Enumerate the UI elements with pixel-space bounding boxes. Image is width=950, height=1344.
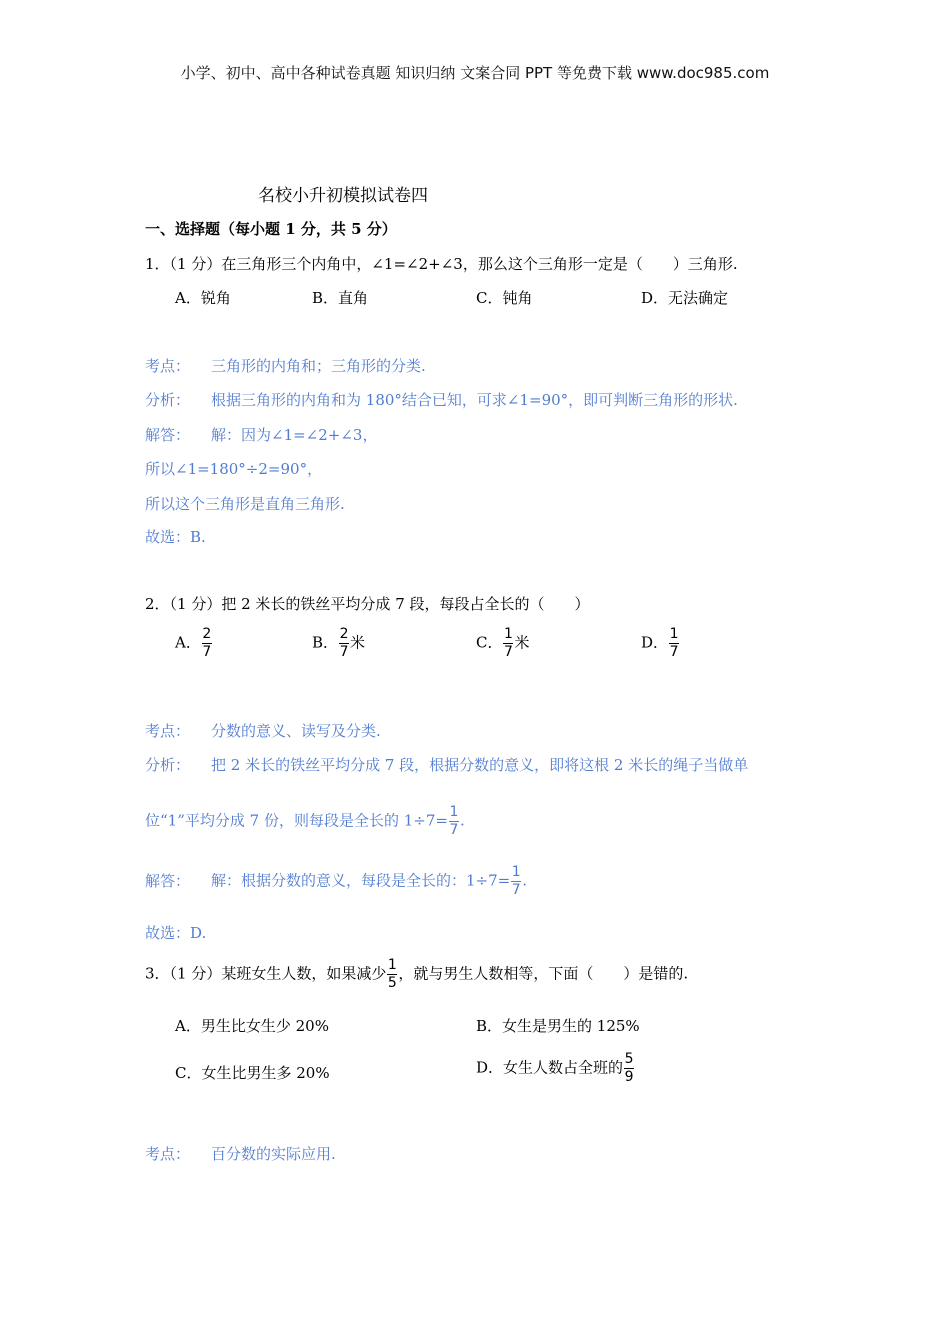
- denominator: 7: [504, 644, 513, 660]
- option-letter: D．: [641, 633, 669, 652]
- question-3-option-a: A．男生比女生少 20%: [175, 1017, 329, 1035]
- option-text: D．女生人数占全班的: [476, 1058, 624, 1077]
- denominator: 7: [511, 882, 521, 898]
- kaodian-label: 考点：: [145, 1145, 191, 1163]
- section-heading: 一、选择题（每小题 1 分，共 5 分）: [145, 220, 397, 238]
- question-2-option-a: [175, 627, 213, 660]
- question-2-stem: 2．（1 分）把 2 米长的铁丝平均分成 7 段，每段占全长的（ ）: [145, 595, 590, 613]
- period: .: [459, 811, 465, 830]
- question-3-option-c: C．女生比男生多 20%: [175, 1064, 330, 1082]
- jieda-label: 解答：: [145, 426, 191, 444]
- numerator: 1: [669, 626, 679, 642]
- question-3-kaodian: [145, 1143, 336, 1164]
- question-1-kaodian: [145, 355, 426, 376]
- fenxi-text-2: 位“1”平均分成 7 份，则每段是全长的 1÷7=: [145, 811, 448, 830]
- denominator: 7: [202, 644, 212, 660]
- question-1-stem: 1．（1 分）在三角形三个内角中，∠1=∠2+∠3，那么这个三角形一定是（ ）三角形.: [145, 255, 738, 273]
- question-1-option-d: D．无法确定: [641, 289, 729, 307]
- page-header: 小学、初中、高中各种试卷真题 知识归纳 文案合同 PPT 等免费下载 www.doc985.com: [180, 64, 770, 82]
- jieda-label: 解答：: [145, 871, 191, 890]
- question-2-option-d: [641, 627, 680, 660]
- question-1-fenxi: [145, 389, 738, 410]
- kaodian-label: 考点：: [145, 722, 191, 740]
- kaodian-label: 考点：: [145, 357, 191, 375]
- option-letter: C．: [476, 633, 503, 652]
- unit: 米: [514, 633, 530, 652]
- fraction: [503, 627, 513, 660]
- numerator: 2: [202, 626, 212, 642]
- fraction: [624, 1052, 634, 1085]
- question-1-option-c: C．钝角: [476, 289, 533, 307]
- question-1-jieda: [145, 424, 377, 445]
- denominator: 5: [387, 975, 397, 991]
- fraction: [339, 627, 349, 660]
- denominator: 7: [339, 644, 349, 660]
- option-letter: B．: [312, 633, 339, 652]
- question-2-fenxi-line-2: [145, 805, 465, 838]
- question-2-kaodian: [145, 720, 381, 741]
- denominator: 7: [449, 822, 459, 838]
- kaodian-text: 百分数的实际应用.: [211, 1145, 336, 1163]
- numerator: 5: [624, 1051, 634, 1067]
- question-3-option-b: B．女生是男生的 125%: [476, 1017, 640, 1035]
- kaodian-text: 分数的意义、读写及分类.: [211, 722, 381, 740]
- question-2-jieda: [145, 865, 527, 898]
- question-2-option-c: [476, 627, 530, 660]
- question-3-stem: [145, 958, 688, 991]
- question-3-option-d: [476, 1052, 635, 1085]
- fraction: [669, 627, 679, 660]
- question-1-answer: 故选：B.: [145, 528, 206, 546]
- numerator: 2: [339, 626, 349, 642]
- question-2-answer: 故选：D.: [145, 924, 207, 942]
- fenxi-text: 把 2 米长的铁丝平均分成 7 段，根据分数的意义，即将这根 2 米长的绳子当做单: [211, 756, 749, 774]
- question-1-option-a: A．锐角: [175, 289, 231, 307]
- denominator: 9: [624, 1069, 634, 1085]
- question-1-solution-line-2: 所以∠1=180°÷2=90°，: [145, 460, 323, 478]
- fenxi-label: 分析：: [145, 756, 191, 774]
- stem-text-2: ，就与男生人数相等，下面（ ）是错的.: [398, 964, 689, 983]
- fenxi-text: 根据三角形的内角和为 180°结合已知，可求∠1=90°，即可判断三角形的形状.: [211, 391, 738, 409]
- kaodian-text: 三角形的内角和；三角形的分类.: [211, 357, 426, 375]
- fraction: [202, 627, 212, 660]
- numerator: 1: [449, 804, 459, 820]
- jieda-text: 解：根据分数的意义，每段是全长的：1÷7=: [211, 871, 511, 890]
- fraction: [511, 865, 521, 898]
- fenxi-label: 分析：: [145, 391, 191, 409]
- denominator: 7: [669, 644, 679, 660]
- question-1-option-b: B．直角: [312, 289, 369, 307]
- exam-title: 名校小升初模拟试卷四: [258, 186, 428, 206]
- numerator: 1: [504, 626, 513, 642]
- option-letter: A．: [175, 633, 201, 652]
- numerator: 1: [511, 864, 521, 880]
- stem-text: 3．（1 分）某班女生人数，如果减少: [145, 964, 387, 983]
- fraction: [387, 958, 397, 991]
- question-1-solution-line-3: 所以这个三角形是直角三角形.: [145, 495, 345, 513]
- jieda-text: 解：因为∠1=∠2+∠3，: [211, 426, 378, 444]
- question-2-option-b: [312, 627, 365, 660]
- unit: 米: [350, 633, 366, 652]
- fraction: [449, 805, 459, 838]
- numerator: 1: [387, 957, 397, 973]
- period: .: [522, 871, 528, 890]
- question-2-fenxi: [145, 754, 748, 775]
